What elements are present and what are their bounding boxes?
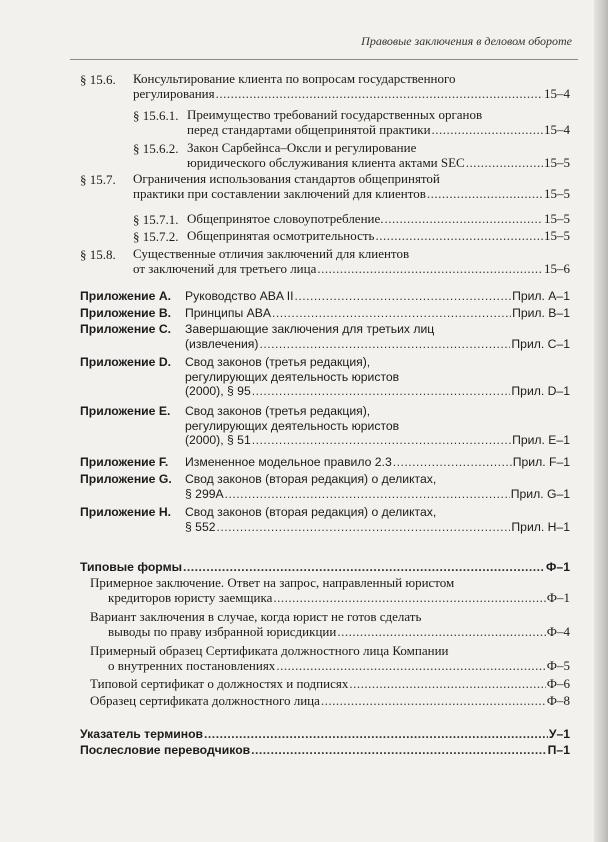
toc-entry-form [90,694,570,709]
entry-line: юридического обслуживания клиента актами SEC [187,154,465,170]
section-number: § 15.7. [80,172,116,187]
entry-line: Консультирование клиента по вопросам государственного [133,71,456,86]
page-number: Прил. F–1 [512,455,570,469]
toc-entry-section [133,172,570,201]
dot-leader [427,187,543,202]
entry-line: Примерное заключение. Ответ на запрос, направленный юристом [90,575,455,590]
page-number: Прил. A–1 [512,289,570,303]
appendix-label: Приложение H. [80,505,172,519]
toc-entry-form [90,576,570,605]
entry-last-line [133,87,570,102]
entry-last-line [80,560,570,575]
page-number: 15–5 [544,185,570,201]
page-number: 15–6 [544,260,570,276]
section-number: § 15.6.2. [133,141,179,156]
forms-title: Типовые формы [80,560,182,574]
page-number: Ф–4 [546,623,570,639]
entry-line: перед стандартами общепринятой практики [187,121,431,137]
entry-line: Общепринятое словоупотребление. [187,211,384,226]
dot-leader [217,520,511,535]
toc-entry-appendix [185,322,570,351]
back-matter-title: Указатель терминов [80,727,204,741]
appendix-label: Приложение A. [80,289,172,303]
dot-leader [432,123,543,138]
back-matter-title: Послесловие переводчиков [80,743,251,757]
toc-entry-appendix [185,455,570,470]
entry-last-line [90,625,570,640]
toc-entry-section [187,229,570,244]
page-number: Ф–8 [546,693,570,708]
entry-line: Образец сертификата должностного лица [90,693,320,708]
entry-last-line [90,591,570,606]
page-number: Прил. H–1 [511,519,570,534]
entry-line: Ограничения использования стандартов общепринятой [133,171,440,186]
entry-line: Принципы ABA [185,306,271,320]
entry-last-line [185,455,570,470]
entry-line: о внутренних постановлениях [108,657,276,673]
dot-leader [273,591,545,606]
appendix-label: Приложение G. [80,472,172,486]
page-number: 15–5 [544,154,570,170]
appendix-label: Приложение B. [80,306,172,320]
page-number: Прил. B–1 [512,306,570,320]
page-number: Прил. C–1 [511,336,570,351]
entry-line: Завершающие заключения для третьих лиц [185,322,435,336]
appendix-label: Приложение C. [80,322,172,336]
page-number: 15–4 [544,85,570,101]
toc-entry-appendix [185,306,570,321]
entry-last-line [185,520,570,535]
toc-entry-forms [80,560,570,575]
entry-last-line [90,694,570,709]
entry-last-line [90,677,570,692]
entry-line: Свод законов (третья редакция), [185,355,371,369]
toc-entry-form [90,644,570,673]
entry-line: практики при составлении заключений для клиентов [133,185,426,201]
entry-last-line [185,487,570,502]
toc-entry-section [133,247,570,276]
toc-entry-appendix [185,505,570,534]
dot-leader [259,337,510,352]
entry-line: Руководство ABA II [185,289,294,303]
page-number: 15–5 [544,211,570,226]
dot-leader [294,289,511,304]
entry-last-line [187,123,570,138]
entry-last-line [187,212,570,227]
entry-line: Общепринятая осмотрительность [187,228,375,243]
dot-leader [183,560,545,575]
entry-last-line [90,659,570,674]
entry-line: кредиторов юристу заемщика [108,589,273,605]
entry-line: регулирования [133,85,215,101]
toc-entry-section [133,72,570,101]
dot-leader [225,487,510,502]
entry-last-line [185,289,570,304]
entry-line: Примерный образец Сертификата должностного лица Компании [90,643,449,658]
entry-last-line [185,433,570,448]
entry-last-line [187,156,570,171]
entry-last-line [185,306,570,321]
toc-entry-appendix [185,404,570,448]
dot-leader [272,306,511,321]
entry-line: от заключений для третьего лица [133,260,317,276]
dot-leader [252,433,511,448]
dot-leader [252,384,511,399]
entry-line: § 299A [185,486,224,501]
toc-entry-back-matter [80,727,570,742]
entry-line: Свод законов (вторая редакция) о деликтах, [185,505,437,519]
toc-entry-section [187,212,570,227]
entry-last-line [187,229,570,244]
entry-line: (2000), § 51 [185,433,251,447]
page-number: Прил. E–1 [512,433,570,447]
page-number: Ф–1 [546,589,570,605]
entry-last-line [185,384,570,399]
dot-leader [321,694,546,709]
page-edge [594,0,608,842]
entry-last-line [133,187,570,202]
entry-last-line [80,727,570,742]
entry-line: (2000), § 95 [185,384,251,398]
page-number: У–1 [548,727,570,741]
entry-line: Типовой сертификат о должностях и подписях [90,676,349,691]
entry-line: Закон Сарбейнса–Оксли и регулирование [187,140,417,155]
dot-leader [216,87,543,102]
page-number: Ф–6 [546,676,570,691]
section-number: § 15.8. [80,247,116,262]
dot-leader [466,156,543,171]
section-number: § 15.6.1. [133,108,179,123]
page-number: П–1 [547,743,570,757]
entry-line: (извлечения) [185,336,259,351]
page-number: Ф–1 [546,560,570,574]
entry-line: Существенные отличия заключений для клиентов [133,246,410,261]
dot-leader [385,212,543,227]
dot-leader [251,743,547,758]
toc-entry-back-matter [80,743,570,758]
toc-entry-form [90,677,570,692]
page-number: 15–4 [544,121,570,137]
toc-entry-appendix [185,472,570,501]
toc-entry-appendix [185,355,570,399]
entry-line: Преимущество требований государственных органов [187,107,483,122]
entry-line: Свод законов (вторая редакция) о деликтах, [185,472,437,486]
toc-entry-section [187,141,570,170]
dot-leader [204,727,548,742]
section-number: § 15.7.2. [133,229,179,244]
running-head: Правовые заключения в деловом обороте [361,34,572,48]
entry-line: регулирующих деятельность юристов [185,418,400,433]
toc-entry-section [187,108,570,137]
entry-last-line [133,262,570,277]
dot-leader [337,625,545,640]
page-number: 15–5 [544,228,570,243]
appendix-label: Приложение D. [80,355,172,369]
entry-line: § 552 [185,519,216,534]
section-number: § 15.6. [80,72,116,87]
entry-line: выводы по праву избранной юрисдикции [108,623,337,639]
toc-entry-form [90,610,570,639]
entry-line: регулирующих деятельность юристов [185,369,400,384]
header-rule [70,59,578,60]
dot-leader [276,659,545,674]
dot-leader [393,455,512,470]
entry-last-line [185,337,570,352]
appendix-label: Приложение F. [80,455,169,469]
dot-leader [349,677,545,692]
page-number: Прил. D–1 [511,384,570,398]
dot-leader [317,262,543,277]
section-number: § 15.7.1. [133,212,179,227]
appendix-label: Приложение E. [80,404,171,418]
page-number: Ф–5 [546,657,570,673]
entry-last-line [80,743,570,758]
entry-line: Вариант заключения в случае, когда юрист не готов сделать [90,609,422,624]
entry-line: Свод законов (третья редакция), [185,404,371,418]
page-number: Прил. G–1 [510,486,570,501]
entry-line: Измененное модельное правило 2.3 [185,455,392,469]
toc-entry-appendix [185,289,570,304]
dot-leader [375,229,543,244]
